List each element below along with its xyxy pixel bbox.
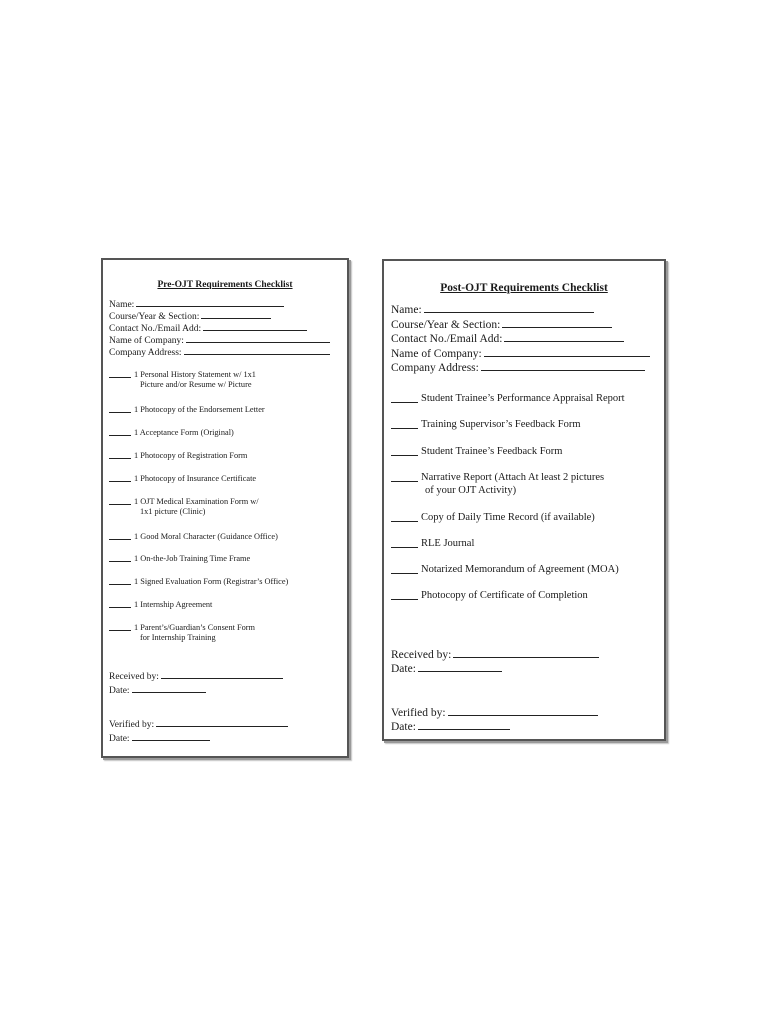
pre-company-line[interactable] xyxy=(186,334,330,343)
pre-item-text-cont: Picture and/or Resume w/ Picture xyxy=(140,379,252,389)
pre-ojt-checklist-card xyxy=(101,258,349,758)
post-item-supervisor-feedback[interactable] xyxy=(391,419,581,434)
pre-item-text: 1 Signed Evaluation Form (Registrar’s Office) xyxy=(134,577,289,586)
post-ojt-checklist-card xyxy=(382,259,666,741)
pre-item-acceptance[interactable] xyxy=(109,428,234,439)
post-address-label: Company Address: xyxy=(391,361,479,374)
post-checkbox-line[interactable] xyxy=(391,472,418,482)
pre-item-time-frame[interactable] xyxy=(109,554,250,565)
pre-course-label: Course/Year & Section: xyxy=(109,312,200,323)
post-received-field[interactable] xyxy=(391,647,599,661)
post-item-trainee-feedback[interactable] xyxy=(391,446,562,461)
post-item-text: Notarized Memorandum of Agreement (MOA) xyxy=(421,564,619,575)
post-received-line[interactable] xyxy=(453,647,599,658)
pre-date-line-1[interactable] xyxy=(132,684,206,693)
pre-company-field[interactable] xyxy=(109,334,330,347)
post-verified-field[interactable] xyxy=(391,705,598,719)
post-contact-field[interactable] xyxy=(391,331,624,345)
post-date-label-2: Date: xyxy=(391,720,416,733)
pre-checkbox-line[interactable] xyxy=(109,451,131,459)
pre-address-line[interactable] xyxy=(184,346,330,355)
pre-checkbox-line[interactable] xyxy=(109,577,131,585)
post-checkbox-line[interactable] xyxy=(391,538,418,548)
post-course-label: Course/Year & Section: xyxy=(391,318,501,331)
post-company-label: Name of Company: xyxy=(391,347,482,360)
post-item-daily-time-record[interactable] xyxy=(391,512,595,527)
pre-ojt-title: Pre-OJT Requirements Checklist xyxy=(157,280,293,290)
pre-item-text-cont: for Internship Training xyxy=(140,632,216,642)
post-item-text: Student Trainee’s Performance Appraisal Report xyxy=(421,393,625,404)
pre-item-evaluation[interactable] xyxy=(109,577,288,588)
post-item-text: Copy of Daily Time Record (if available) xyxy=(421,512,595,523)
pre-contact-label: Contact No./Email Add: xyxy=(109,324,202,335)
pre-checkbox-line[interactable] xyxy=(109,370,131,378)
pre-checkbox-line[interactable] xyxy=(109,497,131,505)
post-checkbox-line[interactable] xyxy=(391,446,418,456)
post-verified-label: Verified by: xyxy=(391,706,446,719)
pre-item-text: 1 On-the-Job Training Time Frame xyxy=(134,554,251,563)
pre-course-line[interactable] xyxy=(201,310,271,319)
pre-received-label: Received by: xyxy=(109,672,159,683)
pre-contact-line[interactable] xyxy=(203,322,307,331)
post-checkbox-line[interactable] xyxy=(391,564,418,574)
pre-date-label-1: Date: xyxy=(109,686,130,697)
pre-date-field-2[interactable] xyxy=(109,732,210,745)
pre-item-text-cont: 1x1 picture (Clinic) xyxy=(140,506,206,516)
pre-checkbox-line[interactable] xyxy=(109,532,131,540)
post-item-text-cont: of your OJT Activity) xyxy=(425,484,517,496)
pre-name-line[interactable] xyxy=(136,298,284,307)
pre-item-internship-agreement[interactable] xyxy=(109,600,212,611)
post-company-line[interactable] xyxy=(484,346,650,357)
pre-item-insurance[interactable] xyxy=(109,474,256,485)
pre-item-text: 1 Photocopy of the Endorsement Letter xyxy=(134,405,265,414)
post-date-field-1[interactable] xyxy=(391,661,502,675)
pre-item-endorsement[interactable] xyxy=(109,405,265,416)
post-name-line[interactable] xyxy=(424,302,594,313)
post-item-text: Student Trainee’s Feedback Form xyxy=(421,446,563,457)
pre-item-text: 1 OJT Medical Examination Form w/ xyxy=(134,497,259,506)
pre-checkbox-line[interactable] xyxy=(109,428,131,436)
pre-item-consent[interactable] xyxy=(109,623,255,643)
post-company-field[interactable] xyxy=(391,346,650,360)
post-checkbox-line[interactable] xyxy=(391,590,418,600)
post-item-certificate[interactable] xyxy=(391,590,588,605)
pre-name-field[interactable] xyxy=(109,298,284,311)
pre-item-text: 1 Acceptance Form (Original) xyxy=(134,428,234,437)
pre-item-personal-history[interactable] xyxy=(109,370,256,390)
pre-item-text: 1 Parent’s/Guardian’s Consent Form xyxy=(134,623,255,632)
post-address-field[interactable] xyxy=(391,360,645,374)
post-checkbox-line[interactable] xyxy=(391,393,418,403)
pre-checkbox-line[interactable] xyxy=(109,554,131,562)
pre-received-field[interactable] xyxy=(109,670,283,683)
post-checkbox-line[interactable] xyxy=(391,419,418,429)
pre-verified-label: Verified by: xyxy=(109,720,155,731)
post-date-field-2[interactable] xyxy=(391,719,510,733)
pre-address-label: Company Address: xyxy=(109,348,182,359)
post-verified-line[interactable] xyxy=(448,705,598,716)
pre-item-medical[interactable] xyxy=(109,497,259,517)
pre-date-line-2[interactable] xyxy=(132,732,210,741)
pre-course-field[interactable] xyxy=(109,310,271,323)
pre-received-line[interactable] xyxy=(161,670,283,679)
pre-date-field-1[interactable] xyxy=(109,684,206,697)
post-date-label-1: Date: xyxy=(391,662,416,675)
post-item-text: Narrative Report (Attach At least 2 pictures xyxy=(421,472,605,483)
post-name-field[interactable] xyxy=(391,302,594,316)
post-item-text: Photocopy of Certificate of Completion xyxy=(421,590,588,601)
pre-item-good-moral[interactable] xyxy=(109,532,278,543)
pre-item-text: 1 Good Moral Character (Guidance Office) xyxy=(134,532,278,541)
pre-item-text: 1 Photocopy of Insurance Certificate xyxy=(134,474,257,483)
pre-company-label: Name of Company: xyxy=(109,336,184,347)
pre-address-field[interactable] xyxy=(109,346,330,359)
post-course-field[interactable] xyxy=(391,317,612,331)
pre-checkbox-line[interactable] xyxy=(109,474,131,482)
pre-checkbox-line[interactable] xyxy=(109,405,131,413)
pre-checkbox-line[interactable] xyxy=(109,623,131,631)
post-contact-label: Contact No./Email Add: xyxy=(391,332,503,345)
post-address-line[interactable] xyxy=(481,360,645,371)
post-item-moa[interactable] xyxy=(391,564,619,579)
post-item-text: RLE Journal xyxy=(421,538,475,549)
pre-contact-field[interactable] xyxy=(109,322,307,335)
post-item-performance-appraisal[interactable] xyxy=(391,393,625,408)
pre-verified-field[interactable] xyxy=(109,718,288,731)
post-item-narrative-report[interactable] xyxy=(391,472,604,497)
post-item-text: Training Supervisor’s Feedback Form xyxy=(421,419,581,430)
pre-name-label: Name: xyxy=(109,300,135,311)
pre-item-registration[interactable] xyxy=(109,451,247,462)
post-name-label: Name: xyxy=(391,303,422,316)
pre-verified-line[interactable] xyxy=(156,718,288,727)
post-contact-line[interactable] xyxy=(504,331,624,342)
pre-item-text: 1 Personal History Statement w/ 1x1 xyxy=(134,370,256,379)
post-received-label: Received by: xyxy=(391,648,452,661)
pre-checkbox-line[interactable] xyxy=(109,600,131,608)
pre-date-label-2: Date: xyxy=(109,734,130,745)
post-checkbox-line[interactable] xyxy=(391,512,418,522)
post-date-line-1[interactable] xyxy=(418,661,502,672)
pre-item-text: 1 Photocopy of Registration Form xyxy=(134,451,248,460)
post-date-line-2[interactable] xyxy=(418,719,510,730)
post-ojt-title: Post-OJT Requirements Checklist xyxy=(440,282,608,294)
post-item-rle-journal[interactable] xyxy=(391,538,474,553)
post-course-line[interactable] xyxy=(502,317,612,328)
pre-item-text: 1 Internship Agreement xyxy=(134,600,213,609)
